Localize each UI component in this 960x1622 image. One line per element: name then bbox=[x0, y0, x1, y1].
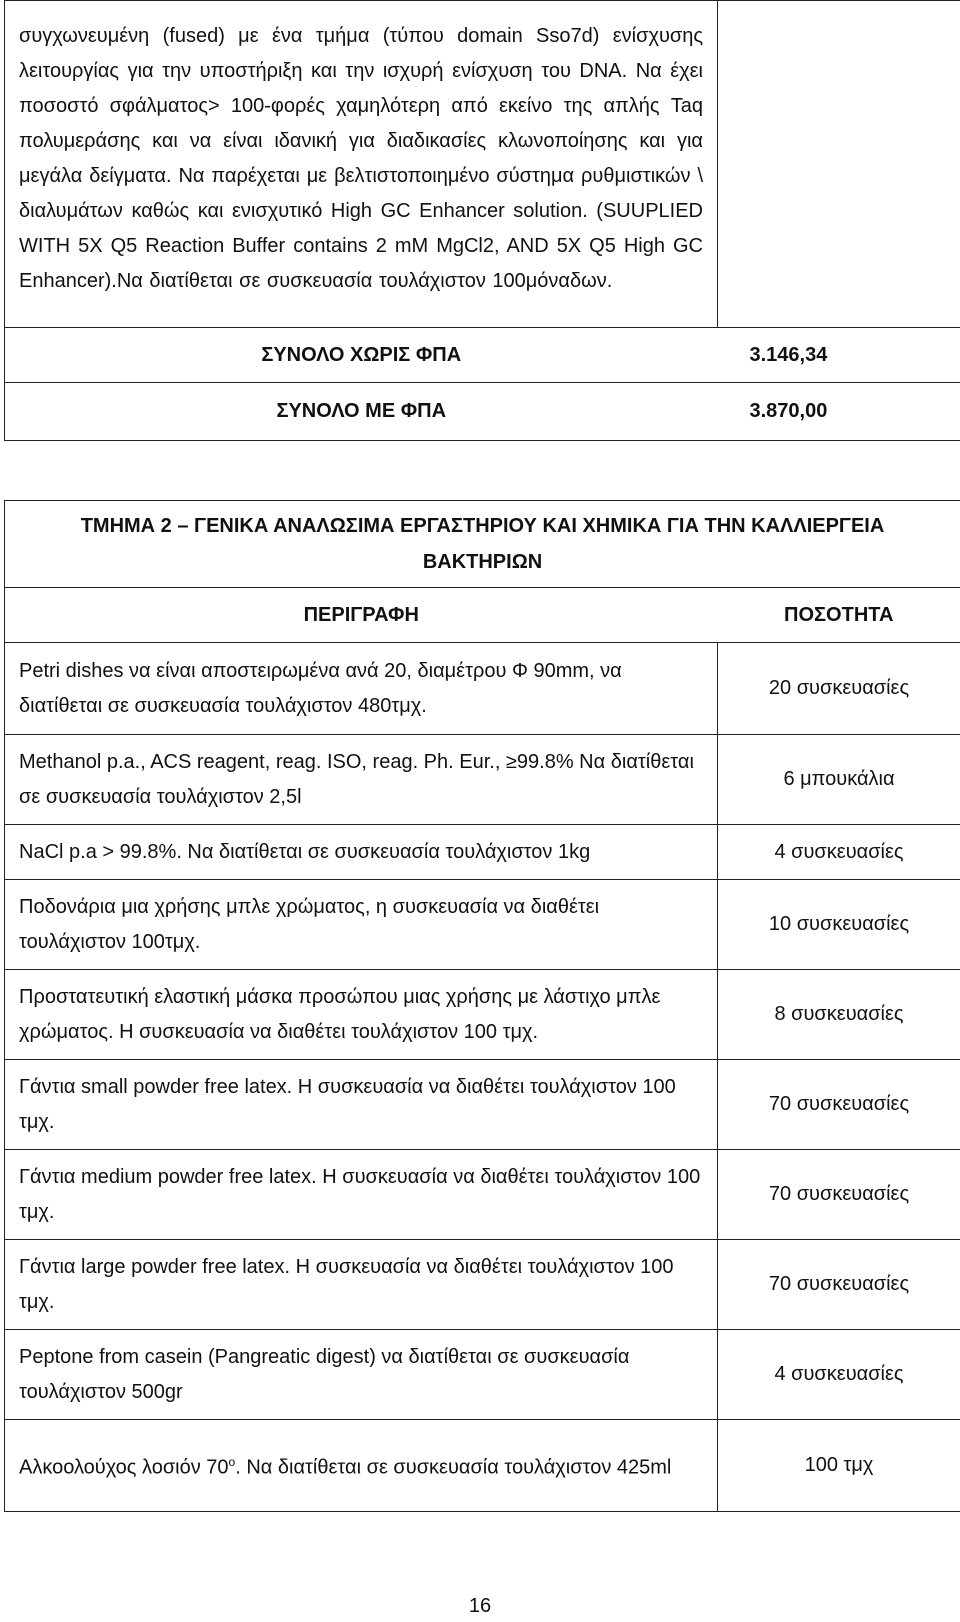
total-with-vat-label: ΣΥΝΟΛΟ ΜΕ ΦΠΑ bbox=[5, 383, 718, 441]
section2-title bbox=[5, 501, 960, 588]
item-description: Γάντια large powder free latex. Η συσκευασία να διαθέτει τουλάχιστον 100 τμχ. bbox=[5, 1240, 718, 1330]
section2-title-text: ΤΜΗΜΑ 2 – ΓΕΝΙΚΑ ΑΝΑΛΩΣΙΜΑ ΕΡΓΑΣΤΗΡΙΟΥ ΚΑΙ ΧΗΜΙΚΑ ΓΙΑ ΤΗΝ ΚΑΛΛΙΕΡΓΕΙΑ ΒΑΚΤΗΡΙΩΝ bbox=[80, 515, 885, 573]
item-description: Προστατευτική ελαστική μάσκα προσώπου μιας χρήσης με λάστιχο μπλε χρώματος. Η συσκευασία να διαθέτει τουλάχιστον 100 τμχ. bbox=[5, 970, 718, 1060]
item-description: NaCl p.a > 99.8%. Να διατίθεται σε συσκευασία τουλάχιστον 1kg bbox=[5, 825, 718, 880]
item-description: Ποδονάρια μια χρήσης μπλε χρώματος, η συσκευασία να διαθέτει τουλάχιστον 100τμχ. bbox=[5, 880, 718, 970]
item-description-text: Αλκοολούχος λοσιόν 70 bbox=[19, 1456, 229, 1479]
total-without-vat-label: ΣΥΝΟΛΟ ΧΩΡΙΣ ΦΠΑ bbox=[5, 328, 718, 383]
item-quantity: 10 συσκευασίες bbox=[718, 880, 960, 970]
section2-table bbox=[4, 500, 960, 1512]
section1-description-cell bbox=[5, 1, 718, 328]
col-description-header: ΠΕΡΙΓΡΑΦΗ bbox=[5, 588, 718, 643]
item-description: Peptone from casein (Pangreatic digest) να διατίθεται σε συσκευασία τουλάχιστον 500gr bbox=[5, 1330, 718, 1420]
page-number: 16 bbox=[468, 1595, 492, 1617]
item-description: Methanol p.a., ACS reagent, reag. ISO, reag. Ph. Eur., ≥99.8% Να διατίθεται σε συσκευασία τουλάχιστον 2,5l bbox=[5, 735, 718, 825]
item-quantity: 70 συσκευασίες bbox=[718, 1060, 960, 1150]
item-quantity: 100 τμχ bbox=[718, 1420, 960, 1512]
item-quantity: 20 συσκευασίες bbox=[718, 643, 960, 735]
item-quantity: 70 συσκευασίες bbox=[718, 1240, 960, 1330]
item-quantity: 4 συσκευασίες bbox=[718, 825, 960, 880]
section1-description: συγχωνευμένη (fused) με ένα τμήμα (τύπου domain Sso7d) ενίσχυσης λειτουργίας για την υποστήριξη και την ισχυρή ενίσχυση του DNA. Να έχει ποσοστό σφάλματος> 100-φορές χαμηλότερη από εκείνο της απλής Taq πολυμεράσης και να είναι ιδανική για διαδικασίες κλωνοποίησης και για μεγάλα δείγματα. Να παρέχεται με βελτιστοποιημένο σύστημα ρυθμιστικών \ διαλυμάτων καθώς και ενισχυτικό High GC Enhancer solution. (SUUPLIED WITH 5X Q5 Reaction Buffer contains 2 mM MgCl2, AND 5X Q5 High GC Enhancer).Να διατίθεται σε συσκευασία τουλάχιστον 100μόναδων. bbox=[19, 25, 703, 292]
item-description bbox=[5, 1420, 718, 1512]
item-description: Γάντια medium powder free latex. Η συσκευασία να διαθέτει τουλάχιστον 100 τμχ. bbox=[5, 1150, 718, 1240]
item-description: Γάντια small powder free latex. Η συσκευασία να διαθέτει τουλάχιστον 100 τμχ. bbox=[5, 1060, 718, 1150]
item-quantity: 70 συσκευασίες bbox=[718, 1150, 960, 1240]
item-description: Petri dishes να είναι αποστειρωμένα ανά 20, διαμέτρου Φ 90mm, να διατίθεται σε συσκευασία τουλάχιστον 480τμχ. bbox=[5, 643, 718, 735]
col-quantity-header: ΠΟΣΟΤΗΤΑ bbox=[718, 588, 960, 643]
degree-superscript: ο bbox=[228, 1455, 236, 1470]
total-without-vat-value: 3.146,34 bbox=[718, 328, 960, 383]
section1-empty-cell bbox=[718, 1, 960, 328]
item-quantity: 8 συσκευασίες bbox=[718, 970, 960, 1060]
item-quantity: 6 μπουκάλια bbox=[718, 735, 960, 825]
total-with-vat-value: 3.870,00 bbox=[718, 383, 960, 441]
item-quantity: 4 συσκευασίες bbox=[718, 1330, 960, 1420]
item-description-text: . Να διατίθεται σε συσκευασία τουλάχιστον 425ml bbox=[235, 1456, 672, 1479]
section1-table bbox=[4, 0, 960, 441]
